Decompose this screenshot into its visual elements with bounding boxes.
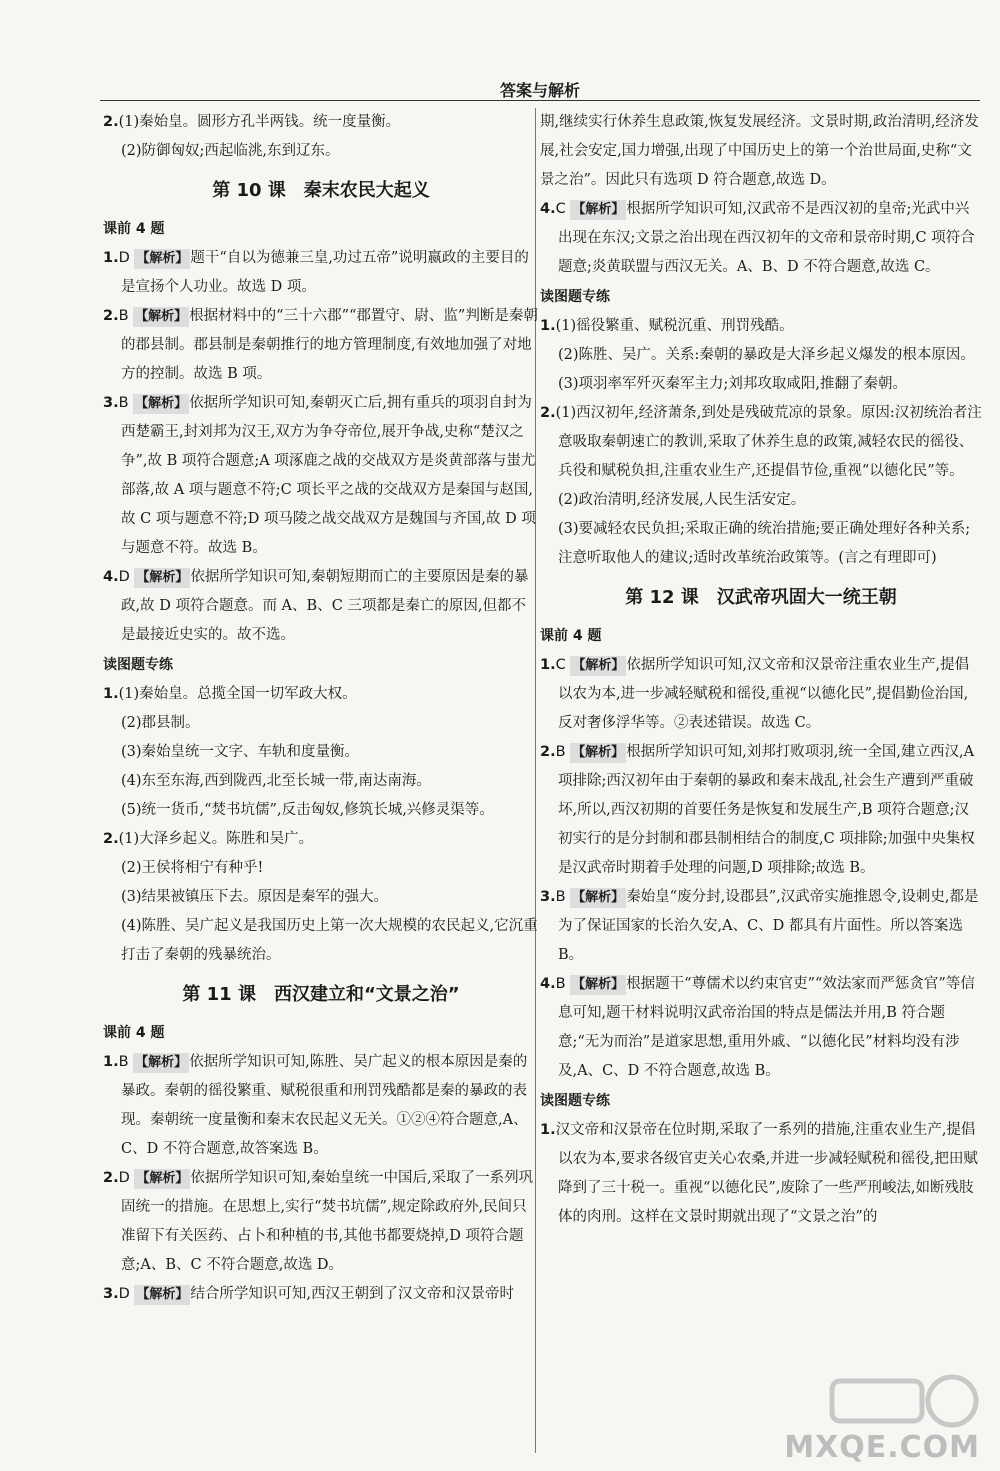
item-number: 2. <box>540 744 556 760</box>
lesson-title: 第 10 课 秦末农民大起义 <box>212 180 430 201</box>
answer-letter: B <box>118 1054 129 1070</box>
answer-item <box>103 1164 539 1280</box>
item-number: 1. <box>540 318 556 334</box>
answer-item <box>103 825 539 854</box>
answer-letter: B <box>555 889 566 905</box>
item-text: 依据所学知识可知,秦始皇统一中国后,采取了一系列巩固统一的措施。在思想上,实行“焚书坑儒”,规定除政府外,民间只准留下有关医药、占卜和种植的书,其他书都要烧掉,D 项符合题意;A、B、C 不符合题意,故选 D。 <box>121 1170 534 1273</box>
analysis-tag: 【解析】 <box>570 888 626 908</box>
item-number: 1. <box>103 250 119 266</box>
answer-item <box>103 244 539 302</box>
answer-letter: D <box>118 1170 130 1186</box>
page-header: 答案与解析 <box>499 81 580 100</box>
item-text: 根据题干“尊儒术以约束官吏”“效法家而严惩贪官”等信息可知,题干材料说明汉武帝治国的特点是儒法并用,B 符合题意;“无为而治”是道家思想,重用外戚、“以德化民”材料均没有涉及,A、C、D 不符合题意,故选 B。 <box>558 976 975 1079</box>
continued-text: 期,继续实行休养生息政策,恢复发展经济。文景时期,政治清明,经济发展,社会安定,国力增强,出现了中国历史上的第一个治世局面,史称“文景之治”。因此只有选项 D 符合题意,故选 D。 <box>540 114 979 188</box>
item-number: 2. <box>540 405 556 421</box>
item-text: (1)徭役繁重、赋税沉重、刑罚残酷。 <box>555 318 794 334</box>
item-text: 题干“自以为德兼三皇,功过五帝”说明嬴政的主要目的是宣扬个人功业。故选 D 项。 <box>121 250 529 295</box>
item-text: (1)秦始皇。总揽全国一切军政大权。 <box>118 686 357 702</box>
answer-letter: B <box>555 744 566 760</box>
analysis-tag: 【解析】 <box>133 307 189 327</box>
section-heading: 读图题专练 <box>103 657 173 673</box>
answer-letter: D <box>118 1286 130 1302</box>
section-heading: 读图题专练 <box>540 1093 610 1109</box>
answer-item <box>103 680 539 709</box>
answer-item <box>540 1116 982 1232</box>
answer-item <box>540 312 982 341</box>
header-rule <box>100 100 980 101</box>
answer-item <box>540 738 982 883</box>
item-number: 2. <box>103 114 119 130</box>
answer-item <box>540 195 982 282</box>
item-text: 依据所学知识可知,秦朝短期而亡的主要原因是秦的暴政,故 D 项符合题意。而 A、B、C 三项都是秦亡的原因,但都不是最接近史实的。故不选。 <box>121 569 529 643</box>
sub-answer: (2)政治清明,经济发展,人民生活安定。 <box>558 492 806 508</box>
analysis-tag: 【解析】 <box>133 1053 189 1073</box>
item-number: 3. <box>103 1286 119 1302</box>
answer-letter: B <box>118 395 129 411</box>
sub-answer: (3)秦始皇统一文字、车轨和度量衡。 <box>121 744 360 760</box>
item-number: 1. <box>103 686 119 702</box>
analysis-tag: 【解析】 <box>570 743 626 763</box>
answer-item <box>103 389 539 563</box>
item-text: 根据所学知识可知,刘邦打败项羽,统一全国,建立西汉,A 项排除;西汉初年由于秦朝的暴政和秦末战乱,社会生产遭到严重破坏,所以,西汉初期的首要任务是恢复和发展生产,B 项符合题意;汉初实行的是分封制和郡县制相结合的制度,C 项排除;加强中央集权是汉武帝时期着手处理的问题,D 项排除;故选 B。 <box>558 744 975 876</box>
item-text: (1)西汉初年,经济萧条,到处是残破荒凉的景象。原因:汉初统治者注意吸取秦朝速亡的教训,采取了休养生息的政策,减轻农民的徭役、兵役和赋税负担,注重农业生产,还提倡节俭,重视“以德化民”等。 <box>555 405 982 479</box>
analysis-tag: 【解析】 <box>134 1285 190 1305</box>
answer-letter: C <box>555 657 566 673</box>
left-column <box>103 108 539 1309</box>
analysis-tag: 【解析】 <box>134 1169 190 1189</box>
answer-item <box>540 651 982 738</box>
item-text: 依据所学知识可知,秦朝灭亡后,拥有重兵的项羽自封为西楚霸王,封刘邦为汉王,双方为争夺帝位,展开争战,史称“楚汉之争”,故 B 项符合题意;A 项涿鹿之战的交战双方是炎黄部落与蚩尤部落,故 A 项与题意不符;C 项长平之战的交战双方是秦国与赵国,故 C 项与题意不符;D 项马陵之战交战双方是魏国与齐国,故 D 项与题意不符。故选 B。 <box>121 395 536 556</box>
sub-answer: (4)陈胜、吴广起义是我国历史上第一次大规模的农民起义,它沉重打击了秦朝的残暴统治。 <box>121 918 538 963</box>
item-number: 1. <box>103 1054 119 1070</box>
item-text: (1)大泽乡起义。陈胜和吴广。 <box>118 831 314 847</box>
sub-answer: (2)防御匈奴;西起临洮,东到辽东。 <box>121 143 340 159</box>
item-text: 结合所学知识可知,西汉王朝到了汉文帝和汉景帝时 <box>190 1286 515 1302</box>
item-text: (1)秦始皇。圆形方孔半两钱。统一度量衡。 <box>118 114 401 130</box>
section-heading: 读图题专练 <box>540 289 610 305</box>
answer-letter: B <box>555 976 566 992</box>
watermark-text: MXQE.COM <box>784 1430 980 1465</box>
item-number: 2. <box>103 1170 119 1186</box>
right-column <box>540 108 982 1232</box>
item-number: 3. <box>103 395 119 411</box>
item-text: 汉文帝和汉景帝在位时期,采取了一系列的措施,注重农业生产,提倡以农为本,要求各级官吏关心农桑,并进一步减轻赋税和徭役,把田赋降到了三十税一。重视“以德化民”,废除了一些严刑峻法,如断残肢体的肉刑。这样在文景时期就出现了“文景之治”的 <box>555 1122 978 1225</box>
analysis-tag: 【解析】 <box>570 975 626 995</box>
answer-item <box>540 399 982 486</box>
section-heading: 课前 4 题 <box>103 221 165 237</box>
answer-letter: D <box>118 250 130 266</box>
answer-item <box>540 970 982 1086</box>
item-number: 1. <box>540 1122 556 1138</box>
item-number: 4. <box>103 569 119 585</box>
answer-letter: D <box>118 569 130 585</box>
analysis-tag: 【解析】 <box>133 394 189 414</box>
answer-letter: B <box>118 308 129 324</box>
sub-answer: (2)郡县制。 <box>121 715 200 731</box>
sub-answer: (2)王侯将相宁有种乎! <box>121 860 264 876</box>
item-number: 1. <box>540 657 556 673</box>
sub-answer: (4)东至东海,西到陇西,北至长城一带,南达南海。 <box>121 773 431 789</box>
item-text: 根据材料中的“三十六郡”“郡置守、尉、监”判断是秦朝的郡县制。郡县制是秦朝推行的地方管理制度,有效地加强了对地方的控制。故选 B 项。 <box>121 308 538 382</box>
item-number: 4. <box>540 976 556 992</box>
sub-answer: (5)统一货币,“焚书坑儒”,反击匈奴,修筑长城,兴修灵渠等。 <box>121 802 494 818</box>
answer-item <box>103 563 539 650</box>
answer-item <box>103 1280 539 1309</box>
analysis-tag: 【解析】 <box>134 568 190 588</box>
item-number: 4. <box>540 201 556 217</box>
sub-answer: (2)陈胜、吴广。关系:秦朝的暴政是大泽乡起义爆发的根本原因。 <box>558 347 975 363</box>
section-heading: 课前 4 题 <box>103 1025 165 1041</box>
item-number: 3. <box>540 889 556 905</box>
answer-item <box>103 1048 539 1164</box>
answer-letter: C <box>555 201 566 217</box>
lesson-title: 第 11 课 西汉建立和“文景之治” <box>182 984 460 1005</box>
analysis-tag: 【解析】 <box>570 200 626 220</box>
item-number: 2. <box>103 308 119 324</box>
item-text: 依据所学知识可知,汉文帝和汉景帝注重农业生产,提倡以农为本,进一步减轻赋税和徭役,重视“以德化民”,提倡勤俭治国,反对奢侈浮华等。②表述错误。故选 C。 <box>558 657 970 731</box>
analysis-tag: 【解析】 <box>134 249 190 269</box>
item-text: 依据所学知识可知,陈胜、吴广起义的根本原因是秦的暴政。秦朝的徭役繁重、赋税很重和刑罚残酷都是秦的暴政的表现。秦朝统一度量衡和秦末农民起义无关。①②④符合题意,A、C、D 不符合题意,故答案选 B。 <box>121 1054 528 1157</box>
sub-answer: (3)结果被镇压下去。原因是秦军的强大。 <box>121 889 389 905</box>
section-heading: 课前 4 题 <box>540 628 602 644</box>
item-text: 根据所学知识可知,汉武帝不是西汉初的皇帝;光武中兴出现在东汉;文景之治出现在西汉初年的文帝和景帝时期,C 项符合题意;炎黄联盟与西汉无关。A、B、D 不符合题意,故选 C。 <box>558 201 975 275</box>
lesson-title: 第 12 课 汉武帝巩固大一统王朝 <box>625 587 897 608</box>
answer-item <box>103 108 539 137</box>
item-number: 2. <box>103 831 119 847</box>
analysis-tag: 【解析】 <box>570 656 626 676</box>
item-text: 秦始皇“废分封,设郡县”,汉武帝实施推恩令,设刺史,都是为了保证国家的长治久安,A、C、D 都具有片面性。所以答案选 B。 <box>558 889 979 963</box>
sub-answer: (3)项羽率军歼灭秦军主力;刘邦攻取咸阳,推翻了秦朝。 <box>558 376 908 392</box>
sub-answer: (3)要减轻农民负担;采取正确的统治措施;要正确处理好各种关系;注意听取他人的建议;适时改革统治政策等。(言之有理即可) <box>558 521 971 566</box>
answer-item <box>103 302 539 389</box>
answer-item <box>540 883 982 970</box>
